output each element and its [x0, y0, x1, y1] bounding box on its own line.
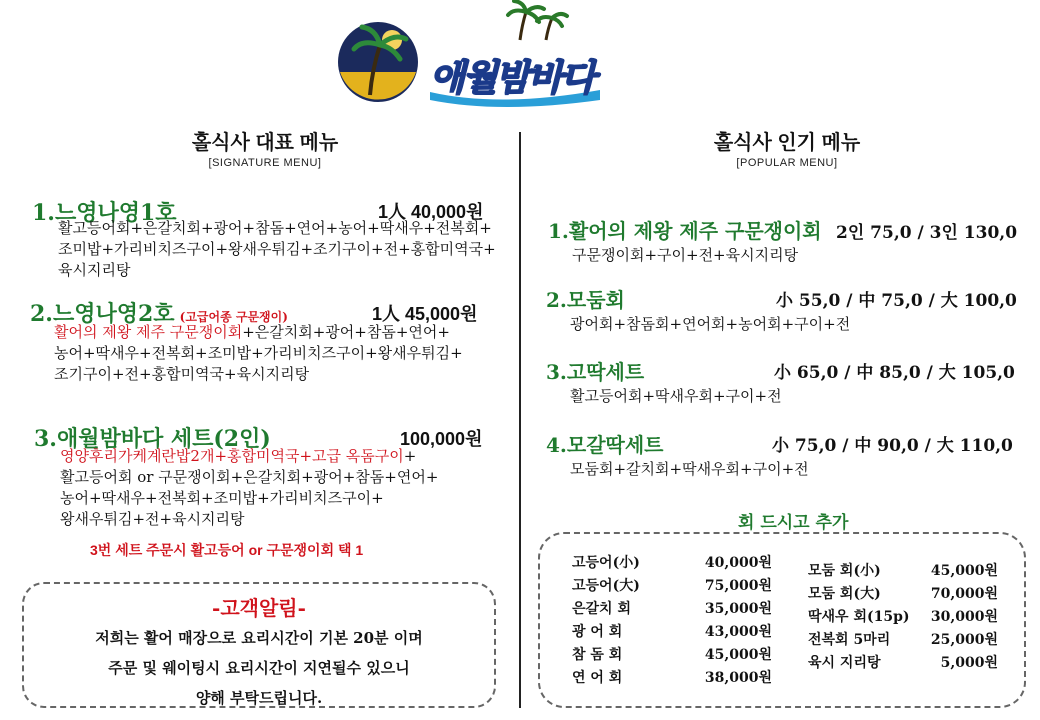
addon-row [572, 667, 772, 690]
desc-line: +은갈치회+광어+참돔+연어+ [242, 323, 450, 341]
addon-price: 45,000원 [930, 563, 998, 579]
addon-name: 전복회 5마리 [808, 632, 891, 648]
popular-item-4-title: 4.모갈딱세트 [546, 433, 664, 457]
addon-price: 40,000원 [704, 555, 772, 571]
addon-title: 회 드시고 추가 [738, 513, 849, 533]
addon-row [808, 606, 998, 629]
desc-line: 활고등어회+은갈치회+광어+참돔+연어+농어+딱새우+전복회+ [58, 219, 492, 237]
addon-name: 광 어 회 [572, 624, 623, 640]
notice-text [24, 623, 494, 713]
popular-item-1-desc: 구문쟁이회+구이+전+육시지리탕 [572, 246, 799, 264]
desc-highlight: 영양후리가케계란밥2개+홍합미역국+고급 옥돔구이 [60, 447, 404, 465]
notice-line: 양해 부탁드립니다. [195, 689, 323, 707]
popular-item-3-price: 小 65,0 / 中 85,0 / 大 105,0 [774, 363, 1015, 383]
popular-item-4-desc: 모둠회+갈치회+딱새우회+구이+전 [570, 460, 809, 478]
popular-item-3-desc: 활고등어회+딱새우회+구이+전 [570, 387, 782, 405]
set-note: 3번 세트 주문시 활고등어 or 구문쟁이회 택 1 [90, 542, 364, 558]
signature-item-3-desc [60, 446, 500, 530]
addon-row [808, 629, 998, 652]
popular-menu-header [682, 126, 892, 169]
addon-name: 딱새우 회(15p) [808, 609, 910, 625]
addon-price: 38,000원 [704, 670, 772, 686]
desc-line: 조기구이+전+홍합미역국+육시지리탕 [54, 365, 310, 383]
signature-item-1-title: 1.느영나영1호 [32, 200, 177, 226]
popular-menu-title: 홀식사 인기 메뉴 [713, 132, 861, 154]
addon-name: 고등어(小) [572, 555, 640, 571]
signature-menu-title: 홀식사 대표 메뉴 [191, 132, 339, 154]
signature-item-1-desc [58, 218, 508, 281]
addon-col-2 [808, 560, 998, 675]
signature-menu-subtitle: [SIGNATURE MENU] [208, 157, 322, 169]
notice-line: 주문 및 웨이팅시 요리시간이 지연될수 있으니 [108, 659, 410, 677]
addon-price: 43,000원 [704, 624, 772, 640]
addon-name: 육시 지리탕 [808, 655, 881, 671]
addon-name: 모둠 회(小) [808, 563, 881, 579]
signature-menu-header [160, 126, 370, 169]
desc-line: 육시지리탕 [58, 261, 131, 279]
addon-name: 모둠 회(大) [808, 586, 881, 602]
notice-title: -고객알림- [212, 596, 306, 620]
popular-item-2-price: 小 55,0 / 中 75,0 / 大 100,0 [776, 291, 1017, 311]
desc-line: 왕새우튀김+전+육시지리탕 [60, 510, 245, 528]
addon-row [808, 652, 998, 675]
addon-col-1 [572, 552, 772, 690]
addon-box [538, 532, 1026, 708]
signature-item-2-title: 2.느영나영2호 [30, 301, 175, 327]
restaurant-logo [330, 0, 630, 110]
addon-row [572, 644, 772, 667]
signature-item-3-price: 100,000원 [400, 429, 483, 449]
popular-item-2-title: 2.모둠회 [546, 288, 625, 312]
addon-row [572, 575, 772, 598]
desc-line: 농어+딱새우+전복회+조미밥+가리비치즈구이+왕새우튀김+ [54, 344, 463, 362]
signature-item-3-title: 3.애월밤바다 세트(2인) [34, 426, 271, 452]
signature-item-2-price: 1人 45,000원 [372, 304, 478, 324]
addon-price: 75,000원 [704, 578, 772, 594]
desc-line: 활고등어회 or 구문쟁이회+은갈치회+광어+참돔+연어+ [60, 468, 439, 486]
popular-item-2-desc: 광어회+참돔회+연어회+농어회+구이+전 [570, 315, 851, 333]
addon-row [808, 560, 998, 583]
addon-price: 30,000원 [930, 609, 998, 625]
signature-item-2-tag: (고급어종 구문쟁이) [179, 310, 288, 324]
desc-line: 농어+딱새우+전복회+조미밥+가리비치즈구이+ [60, 489, 384, 507]
popular-item-1-title: 1.활어의 제왕 제주 구문쟁이회 [548, 219, 822, 243]
addon-price: 35,000원 [704, 601, 772, 617]
desc-line: 조미밥+가리비치즈구이+왕새우튀김+조기구이+전+홍합미역국+ [58, 240, 496, 258]
customer-notice-box [22, 582, 496, 708]
addon-name: 참 돔 회 [572, 647, 623, 663]
notice-line: 저희는 활어 매장으로 요리시간이 기본 20분 이며 [95, 629, 423, 647]
addon-name: 고등어(大) [572, 578, 640, 594]
addon-row [808, 583, 998, 606]
popular-menu-subtitle: [POPULAR MENU] [736, 157, 838, 169]
popular-item-3-title: 3.고딱세트 [546, 360, 645, 384]
desc-line: + [403, 447, 417, 465]
addon-price: 70,000원 [930, 586, 998, 602]
addon-price: 5,000원 [940, 655, 998, 671]
signature-item-1-price: 1人 40,000원 [378, 202, 484, 222]
addon-row [572, 621, 772, 644]
signature-item-2-desc [54, 322, 504, 385]
desc-highlight: 활어의 제왕 제주 구문쟁이회 [54, 323, 243, 341]
addon-row [572, 552, 772, 575]
column-divider [519, 132, 521, 708]
addon-row [572, 598, 772, 621]
addon-price: 45,000원 [704, 647, 772, 663]
logo-text: 애월밤바다 [430, 58, 594, 99]
addon-name: 연 어 회 [572, 670, 623, 686]
addon-price: 25,000원 [930, 632, 998, 648]
addon-name: 은갈치 회 [572, 601, 631, 617]
popular-item-4-price: 小 75,0 / 中 90,0 / 大 110,0 [772, 436, 1013, 456]
popular-item-1-price: 2인 75,0 / 3인 130,0 [836, 223, 1018, 243]
